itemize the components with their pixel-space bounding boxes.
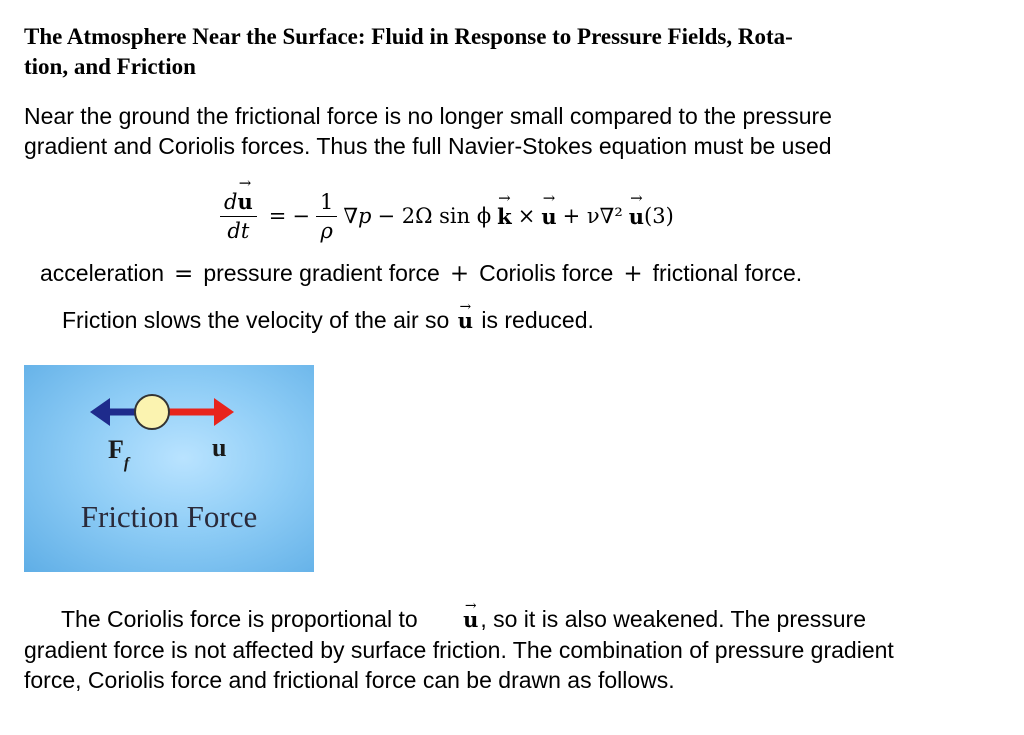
navier-stokes-equation <box>214 183 674 249</box>
velocity-arrow-head-icon <box>214 398 234 426</box>
term-pressure-gradient: pressure gradient force <box>203 260 440 286</box>
u-vector: → u <box>426 605 478 635</box>
friction-note: Friction slows the velocity of the air so → u is reduced. <box>62 305 594 336</box>
intro-paragraph: Near the ground the frictional force is no longer small compared to the pressure gradient and Coriolis forces. Thus the full Navier-Stokes equation must be used <box>24 103 832 159</box>
term-coriolis: Coriolis force <box>479 260 614 286</box>
u-vector: → u <box>458 306 473 336</box>
section-heading <box>24 22 904 82</box>
viscous-term: + ν∇² <box>562 204 623 228</box>
equation-number: (3) <box>644 204 674 228</box>
term-equals: = <box>174 261 194 287</box>
minus-sign: − <box>292 204 310 228</box>
u-vector: → u <box>541 204 556 229</box>
heading-line-2: tion, and Friction <box>24 54 196 79</box>
term-plus: + <box>449 261 470 287</box>
friction-force-label: $F_f$ <box>108 435 130 473</box>
figure-title: Friction Force <box>80 499 258 534</box>
force-diagram <box>24 365 314 572</box>
friction-arrow-head-icon <box>90 398 110 426</box>
inverse-density-fraction: $\frac{1}{\rho}$ <box>316 190 337 243</box>
equals-sign: = <box>268 204 287 228</box>
term-friction: frictional force. <box>652 260 803 286</box>
heading-line-1: The Atmosphere Near the Surface: Fluid in Response to Pressure Fields, Rota- <box>24 24 793 49</box>
term-labels <box>40 258 802 289</box>
u-vector: → u <box>237 189 252 214</box>
closing-paragraph: The Coriolis force is proportional to → u, so it is also weakened. The pressure gradient force is not affected by surface friction. The combination of pressure gradient force, Coriolis force and frictional force can be drawn as follows. <box>24 604 904 695</box>
term-plus: + <box>623 261 643 287</box>
u-vector: → u <box>629 204 644 229</box>
lhs-fraction: $\frac{d\to u}{dt}$ <box>220 189 257 243</box>
air-parcel-ball <box>135 395 169 429</box>
pressure-gradient-term: ∇p <box>343 204 372 228</box>
term-acceleration: acceleration <box>40 260 165 286</box>
k-vector: → k <box>497 204 512 229</box>
cross-sign: × <box>517 204 536 228</box>
velocity-label: u <box>212 433 227 462</box>
coriolis-term: − 2Ω sin ϕ <box>377 204 492 228</box>
friction-force-figure <box>24 365 314 572</box>
